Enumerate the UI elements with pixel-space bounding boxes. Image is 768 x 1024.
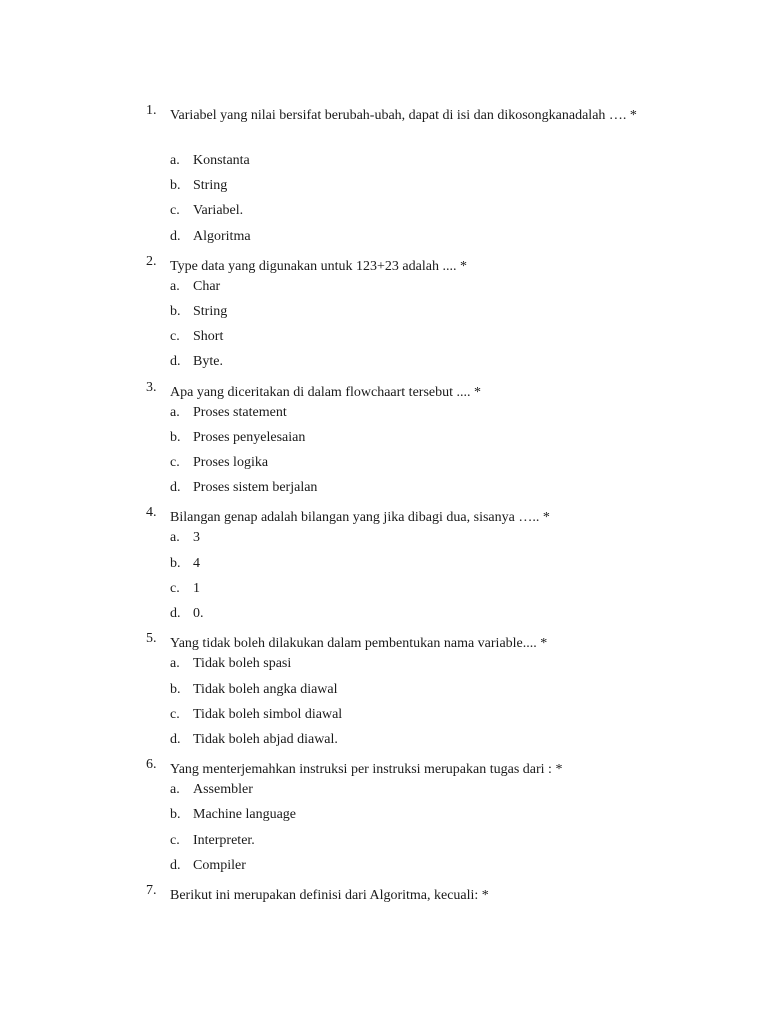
option-letter: c. <box>170 581 180 596</box>
option-letter: d. <box>170 858 181 873</box>
option-letter: d. <box>170 732 181 747</box>
option-text: Assembler <box>193 782 253 797</box>
option-letter: b. <box>170 556 181 571</box>
option-letter: b. <box>170 304 181 319</box>
option-text: Compiler <box>193 858 246 873</box>
option-letter: b. <box>170 682 181 697</box>
option-letter: b. <box>170 807 181 822</box>
option-letter: a. <box>170 782 180 797</box>
option-text: 4 <box>193 556 200 571</box>
option-text: 0. <box>193 606 204 621</box>
question-text: Variabel yang nilai bersifat berubah-ubah, dapat di isi dan dikosongkanadalah …. * <box>170 108 637 123</box>
option-text: String <box>193 304 228 319</box>
option-letter: c. <box>170 833 180 848</box>
option-text: Algoritma <box>193 229 251 244</box>
option-text: Konstanta <box>193 153 250 168</box>
option-text: 1 <box>193 581 200 596</box>
question-number: 4. <box>146 505 157 520</box>
question-number: 5. <box>146 631 157 646</box>
option-text: Short <box>193 329 224 344</box>
option-letter: d. <box>170 229 181 244</box>
option-text: String <box>193 178 228 193</box>
option-letter: c. <box>170 203 180 218</box>
option-text: Proses penyelesaian <box>193 430 306 445</box>
option-text: 3 <box>193 530 200 545</box>
option-text: Variabel. <box>193 203 244 218</box>
option-text: Char <box>193 279 221 294</box>
option-text: Tidak boleh simbol diawal <box>193 707 343 722</box>
question-text: Type data yang digunakan untuk 123+23 adalah .... * <box>170 259 467 274</box>
option-text: Proses sistem berjalan <box>193 480 318 495</box>
question-text: Yang menterjemahkan instruksi per instruksi merupakan tugas dari : * <box>170 762 563 777</box>
option-letter: d. <box>170 480 181 495</box>
option-text: Byte. <box>193 354 223 369</box>
option-letter: a. <box>170 656 180 671</box>
option-text: Tidak boleh spasi <box>193 656 292 671</box>
option-letter: c. <box>170 329 180 344</box>
option-text: Tidak boleh angka diawal <box>193 682 338 697</box>
question-number: 7. <box>146 883 157 898</box>
option-letter: b. <box>170 430 181 445</box>
option-letter: c. <box>170 455 180 470</box>
option-letter: a. <box>170 153 180 168</box>
option-text: Proses logika <box>193 455 269 470</box>
option-letter: c. <box>170 707 180 722</box>
question-text: Bilangan genap adalah bilangan yang jika dibagi dua, sisanya ….. * <box>170 510 550 525</box>
option-letter: d. <box>170 606 181 621</box>
question-text: Yang tidak boleh dilakukan dalam pembentukan nama variable.... * <box>170 636 548 651</box>
question-text: Berikut ini merupakan definisi dari Algoritma, kecuali: * <box>170 888 489 903</box>
question-number: 2. <box>146 254 157 269</box>
option-letter: a. <box>170 405 180 420</box>
option-text: Machine language <box>193 807 297 822</box>
option-letter: a. <box>170 530 180 545</box>
option-text: Proses statement <box>193 405 287 420</box>
option-letter: d. <box>170 354 181 369</box>
question-number: 1. <box>146 103 157 118</box>
option-text: Tidak boleh abjad diawal. <box>193 732 338 747</box>
option-letter: a. <box>170 279 180 294</box>
question-text: Apa yang diceritakan di dalam flowchaart tersebut .... * <box>170 385 481 400</box>
option-text: Interpreter. <box>193 833 255 848</box>
question-number: 6. <box>146 757 157 772</box>
question-number: 3. <box>146 380 157 395</box>
option-letter: b. <box>170 178 181 193</box>
